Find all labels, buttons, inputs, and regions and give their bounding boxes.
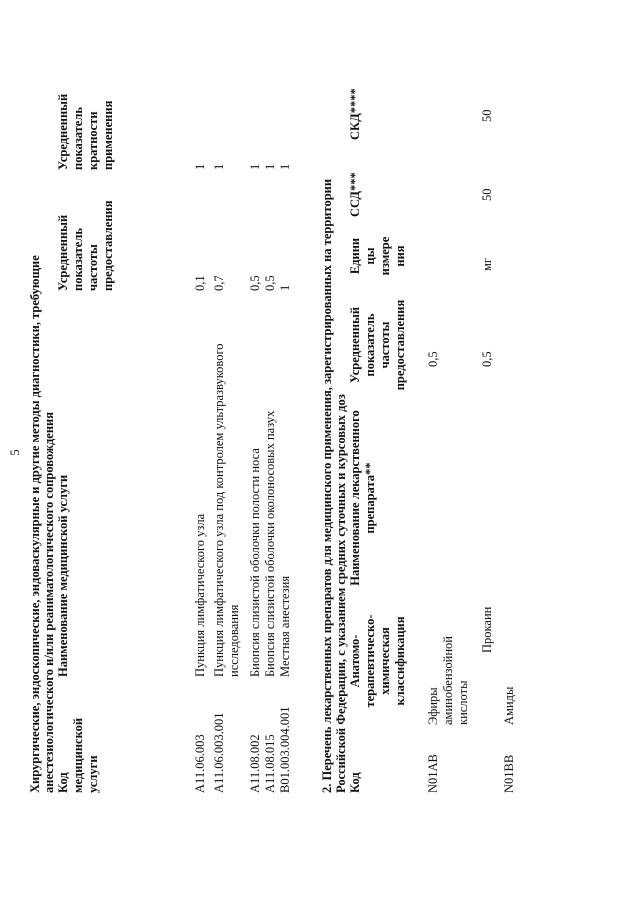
s1-row1-freq: 0,1 bbox=[193, 275, 207, 291]
s2-header-freq: Усредненный показатель частоты предоставления bbox=[348, 299, 407, 391]
s2-row2-drug: Прокаин bbox=[480, 606, 494, 653]
s2-header-code: Код bbox=[348, 772, 362, 793]
s1-row2-mult: 1 bbox=[212, 163, 226, 170]
section2-title-line2: Российской Федерации, с указанием средних суточных и курсовых доз bbox=[334, 394, 348, 793]
s1-row4-code: A11.08.015 bbox=[263, 734, 277, 793]
s1-row4-name: Биопсия слизистой оболочки околоносовых пазух bbox=[263, 410, 277, 677]
s1-row4-mult: 1 bbox=[263, 163, 277, 170]
s1-row3-mult: 1 bbox=[248, 163, 262, 170]
s2-header-atc: Анатомо- терапевтическо- химическая классификация bbox=[348, 614, 407, 708]
s1-row2-name-line1: Пункция лимфатического узла под контролем ультразвукового bbox=[212, 343, 226, 677]
s1-row5-freq: 1 bbox=[278, 284, 292, 291]
section1-title-line2: анестезиологического и/или реаниматологического сопровождения bbox=[42, 411, 56, 793]
s1-row2-code: A11.06.003.001 bbox=[212, 712, 226, 793]
s2-header-ssd: ССД*** bbox=[348, 172, 362, 217]
s2-row1-freq: 0,5 bbox=[426, 351, 440, 367]
page-number: 5 bbox=[8, 449, 22, 456]
s1-header-code: Код медицинской услуги bbox=[56, 717, 100, 793]
s1-header-mult: Усредненный показатель кратности применения bbox=[56, 93, 115, 170]
s1-row1-code: A11.06.003 bbox=[193, 734, 207, 793]
s2-row3-atc: Амиды bbox=[502, 686, 516, 725]
s1-row3-code: A11.08.002 bbox=[248, 734, 262, 793]
s1-row3-name: Биопсия слизистой оболочки полости носа bbox=[248, 448, 262, 677]
s2-row2-freq: 0,5 bbox=[480, 351, 494, 367]
s1-row1-name: Пункция лимфатического узла bbox=[193, 513, 207, 677]
s1-row1-mult: 1 bbox=[193, 163, 207, 170]
s2-header-drug: Наименование лекарственного препарата** bbox=[348, 410, 377, 586]
s1-row5-code: B01.003.004.001 bbox=[278, 706, 292, 793]
s1-header-name: Наименование медицинской услуги bbox=[56, 474, 70, 677]
section1-title-line1: Хирургические, эндоскопические, эндоваскулярные и другие методы диагностики, требующие bbox=[28, 255, 42, 793]
s2-header-skd: СКД**** bbox=[348, 88, 362, 140]
s2-row2-ssd: 50 bbox=[480, 188, 494, 201]
s2-row1-code: N01AB bbox=[426, 754, 440, 793]
s1-header-freq: Усредненный показатель частоты предоставления bbox=[56, 200, 115, 291]
section2-title-line1: 2. Перечень лекарственных препаратов для медицинского применения, зарегистрированных на территории bbox=[320, 178, 334, 793]
s1-row3-freq: 0,5 bbox=[248, 275, 262, 291]
s2-header-unit: Едини цы измере ния bbox=[348, 236, 407, 276]
s1-row2-name-line2: исследования bbox=[227, 604, 241, 677]
s1-row5-mult: 1 bbox=[278, 163, 292, 170]
s2-row2-skd: 50 bbox=[480, 109, 494, 122]
s2-row1-atc: Эфиры аминобензойной кислоты bbox=[426, 636, 470, 725]
s2-row2-unit: мг bbox=[480, 257, 494, 271]
s1-row4-freq: 0,5 bbox=[263, 275, 277, 291]
s1-row5-name: Местная анестезия bbox=[278, 575, 292, 677]
s2-row3-code: N01BB bbox=[502, 754, 516, 793]
s1-row2-freq: 0,7 bbox=[212, 275, 226, 291]
